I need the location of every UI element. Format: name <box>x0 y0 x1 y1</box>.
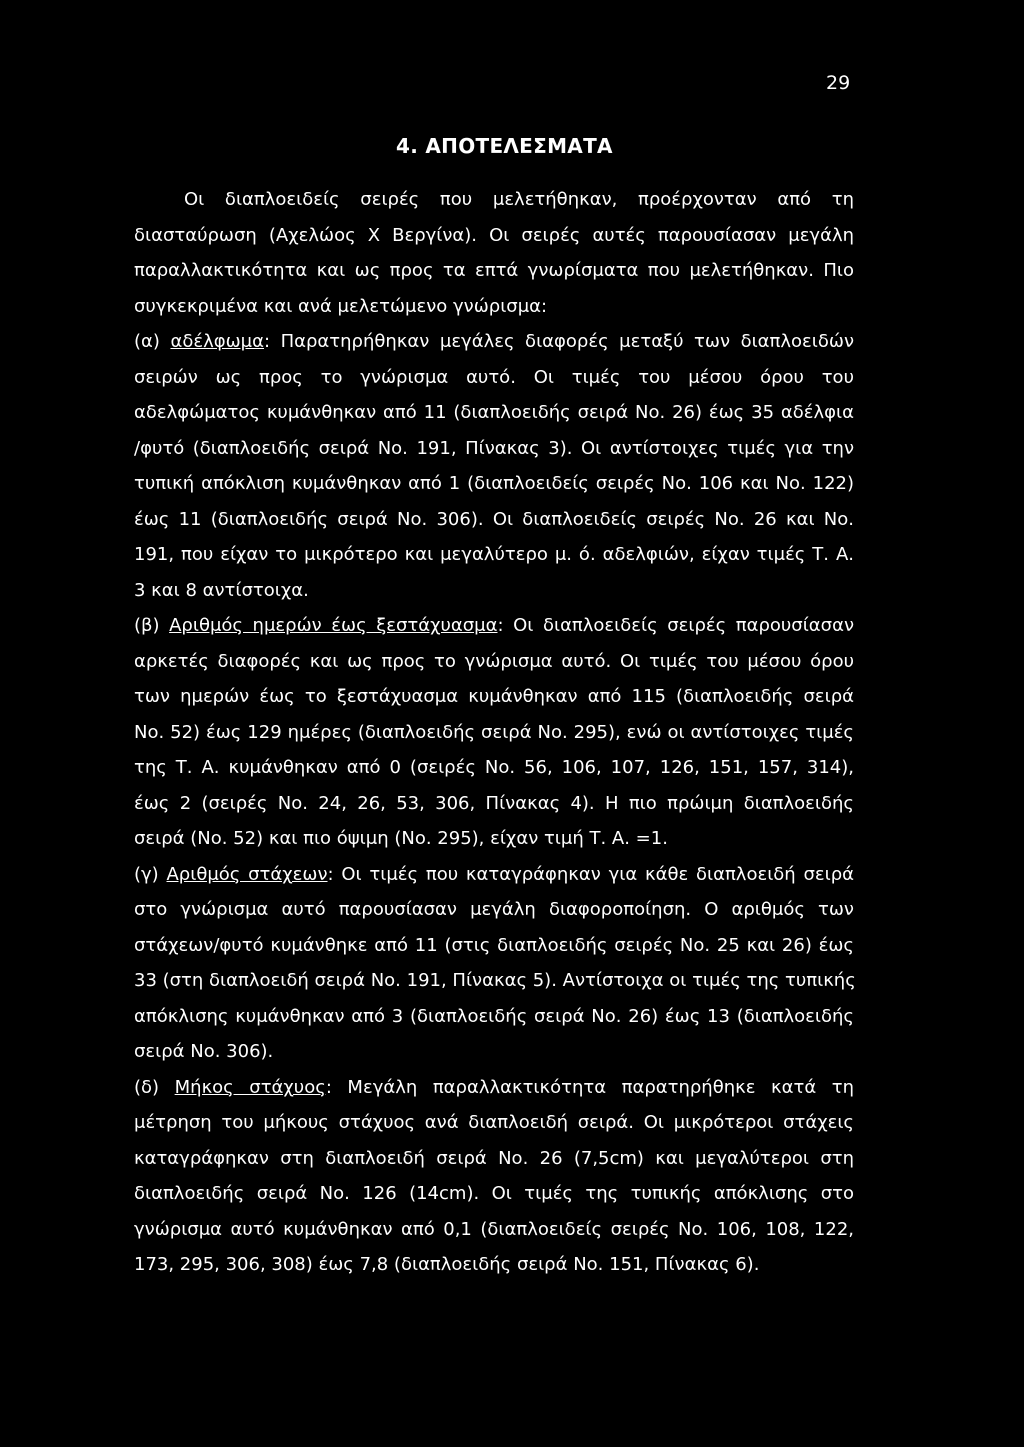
item-title: Αριθμός ημερών έως ξεστάχυασμα <box>169 615 498 636</box>
item-title: Μήκος στάχυος <box>174 1076 326 1098</box>
text-line: σειρά (Νο. 52) και πιο όψιμη (Νο. 295), είχαν τιμή Τ. Α. =1. <box>134 828 668 849</box>
text-line: Νο. 52) έως 129 ημέρες (διαπλοειδής σειρά Νο. 295), ενώ οι αντίστοιχες τιμές <box>134 721 854 743</box>
text-line: 173, 295, 306, 308) έως 7,8 (διαπλοειδής σειρά Νο. 151, Πίνακας 6). <box>134 1254 760 1275</box>
text-line: έως 11 (διαπλοειδής σειρά Νο. 306). Οι διαπλοειδείς σειρές Νο. 26 και Νο. <box>134 508 854 530</box>
text-line: διαπλοειδής σειρά Νο. 126 (14cm). Οι τιμές της τυπικής απόκλισης στο <box>134 1183 854 1204</box>
item-marker: (α) <box>134 331 171 352</box>
text-line: 33 (στη διαπλοειδή σειρά Νο. 191, Πίνακας 5). Αντίστοιχα οι τιμές της τυπικής <box>134 970 856 991</box>
section-heading: 4. ΑΠΟΤΕΛΕΣΜΑΤΑ <box>396 134 613 158</box>
text-line: παραλλακτικότητα και ως προς τα επτά γνωρίσματα που μελετήθηκαν. Πιο <box>134 260 854 281</box>
text-line: καταγράφηκαν στη διαπλοειδή σειρά Νο. 26 (7,5cm) και μεγαλύτεροι στη <box>134 1147 854 1169</box>
text-line: 3 και 8 αντίστοιχα. <box>134 579 309 601</box>
item-marker: (δ) <box>134 1076 175 1098</box>
body-text <box>134 182 854 1283</box>
text-line: /φυτό (διαπλοειδής σειρά Νο. 191, Πίνακας 3). Οι αντίστοιχες τιμές για την <box>134 437 854 459</box>
text-line: απόκλισης κυμάνθηκαν από 3 (διαπλοειδής σειρά Νο. 26) έως 13 (διαπλοειδής <box>134 1005 854 1027</box>
text-line: αρκετές διαφορές και ως προς το γνώρισμα αυτό. Οι τιμές του μέσου όρου <box>134 650 854 672</box>
item-text: : Μεγάλη παραλλακτικότητα παρατηρήθηκε κατά τη <box>325 1076 855 1098</box>
text-line: στο γνώρισμα αυτό παρουσίασαν μεγάλη διαφοροποίηση. Ο αριθμός των <box>134 899 854 920</box>
text-line <box>134 608 854 644</box>
item-text: : Παρατηρήθηκαν μεγάλες διαφορές μεταξύ των διαπλοειδών <box>264 331 854 352</box>
text-line <box>134 1070 854 1106</box>
text-line: αδελφώματος κυμάνθηκαν από 11 (διαπλοειδής σειρά Νο. 26) έως 35 αδέλφια <box>134 402 854 423</box>
text-line: μέτρηση του μήκους στάχυος ανά διαπλοειδή σειρά. Οι μικρότεροι στάχεις <box>134 1112 854 1133</box>
text-line: σειρά Νο. 306). <box>134 1041 274 1062</box>
text-line: συγκεκριμένα και ανά μελετώμενο γνώρισμα: <box>134 295 548 317</box>
text-line: γνώρισμα αυτό κυμάνθηκαν από 0,1 (διαπλοειδείς σειρές Νο. 106, 108, 122, <box>134 1218 854 1240</box>
text-line: έως 2 (σειρές Νο. 24, 26, 53, 306, Πίνακας 4). Η πιο πρώιμη διαπλοειδής <box>134 792 854 814</box>
item-text: : Οι τιμές που καταγράφηκαν για κάθε διαπλοειδή σειρά <box>327 863 854 885</box>
item-text: : Οι διαπλοειδείς σειρές παρουσίασαν <box>497 615 854 636</box>
page-number: 29 <box>826 72 851 94</box>
text-line <box>134 324 854 360</box>
text-line <box>134 857 854 893</box>
text-line: των ημερών έως το ξεστάχυασμα κυμάνθηκαν από 115 (διαπλοειδής σειρά <box>134 686 854 707</box>
text-line: στάχεων/φυτό κυμάνθηκε από 11 (στις διαπλοειδής σειρές Νο. 25 και 26) έως <box>134 934 854 956</box>
item-title: αδέλφωμα <box>170 331 264 352</box>
text-line: διασταύρωση (Αχελώος Χ Βεργίνα). Οι σειρές αυτές παρουσίασαν μεγάλη <box>134 224 854 246</box>
text-line: τυπική απόκλιση κυμάνθηκαν από 1 (διαπλοειδείς σειρές Νο. 106 και Νο. 122) <box>134 473 854 494</box>
text-line: Οι διαπλοειδείς σειρές που μελετήθηκαν, προέρχονταν από τη <box>184 189 854 210</box>
item-marker: (β) <box>134 615 170 636</box>
item-marker: (γ) <box>134 863 167 885</box>
text-line: της Τ. Α. κυμάνθηκαν από 0 (σειρές Νο. 56, 106, 107, 126, 151, 157, 314), <box>134 757 854 778</box>
item-title: Αριθμός στάχεων <box>166 863 328 885</box>
text-line: 191, που είχαν το μικρότερο και μεγαλύτερο μ. ό. αδελφιών, είχαν τιμές Τ. Α. <box>134 544 854 565</box>
text-line: σειρών ως προς το γνώρισμα αυτό. Οι τιμές του μέσου όρου του <box>134 366 854 388</box>
